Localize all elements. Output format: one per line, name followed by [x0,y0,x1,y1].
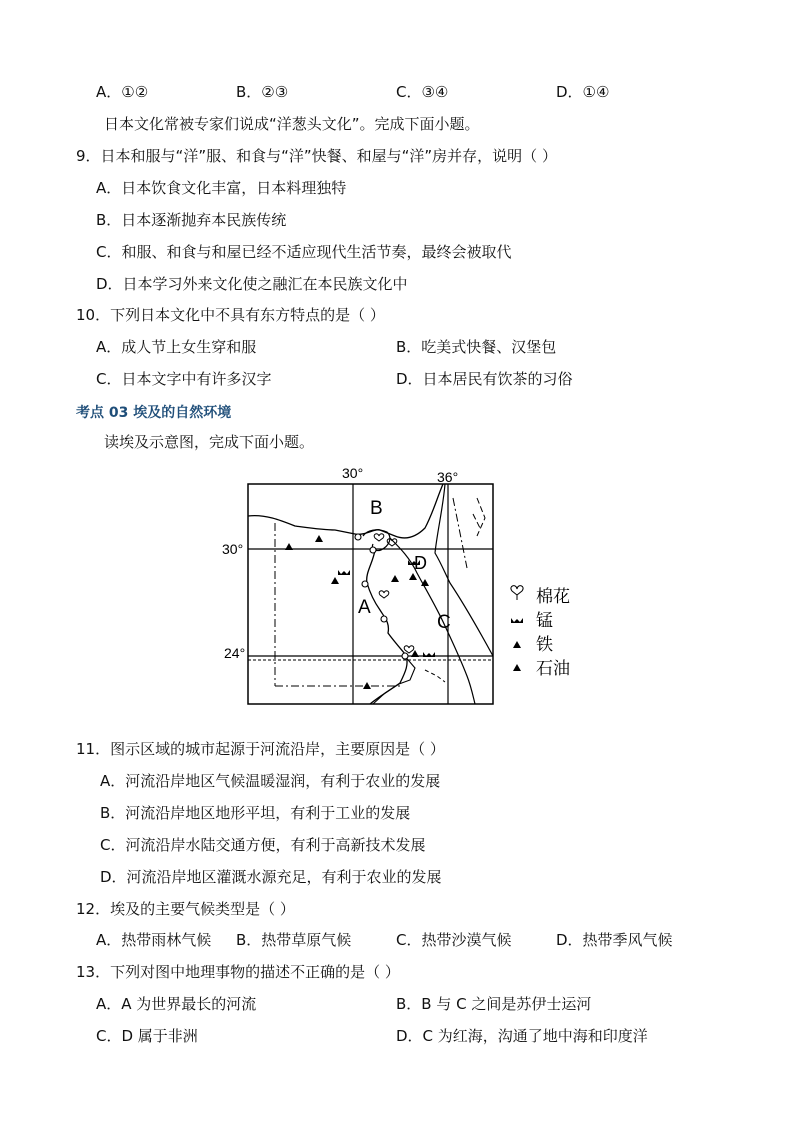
q9-option-c: C．和服、和食与和屋已经不适应现代生活节奏，最终会被取代 [96,243,512,261]
lon-36-label: 36° [437,469,459,485]
q9-option-a: A．日本饮食文化丰富，日本料理独特 [96,179,347,197]
q12-stem: 12．埃及的主要气候类型是（ ） [76,900,295,918]
label-c: C [437,612,451,633]
eastern-border [453,498,467,568]
legend-manganese: 锰 [536,611,553,631]
legend-cotton-icon [511,586,523,595]
legend-iron-icon [513,641,521,648]
q12-option-d: D．热带季风气候 [556,931,673,949]
map-legend [511,586,570,679]
q13-option-a: A．A 为世界最长的河流 [96,995,257,1013]
manganese-symbol [423,652,435,657]
city-luxor [381,616,387,622]
q10-option-d: D．日本居民有饮茶的习俗 [396,370,573,388]
city-aswan [402,653,408,659]
mediterranean-coast [248,484,443,538]
q10-option-b: B．吃美式快餐、汉堡包 [396,338,557,356]
q12-option-c: C．热带沙漠气候 [396,931,512,949]
q13-option-b: B．B 与 C 之间是苏伊士运河 [396,995,592,1013]
city-alexandria [355,534,361,540]
legend-cotton: 棉花 [536,587,570,607]
oil-symbol [285,543,293,550]
legend-iron: 铁 [536,635,553,655]
q11-stem: 11．图示区域的城市起源于河流沿岸，主要原因是（ ） [76,740,445,758]
option-c: C．③④ [396,83,449,101]
south-dashes [425,670,445,682]
east-dashes [473,498,485,536]
intro-japan: 日本文化常被专家们说成“洋葱头文化”。完成下面小题。 [104,115,480,133]
city-cairo [370,547,376,553]
label-d: D [414,553,427,573]
nile-river [367,550,407,704]
q12-option-b: B．热带草原气候 [236,931,352,949]
q11-option-c: C．河流沿岸水陆交通方便，有利于高新技术发展 [100,836,426,854]
q10-stem: 10．下列日本文化中不具有东方特点的是（ ） [76,306,385,324]
intro-egypt: 读埃及示意图，完成下面小题。 [104,433,315,451]
q13-option-d: D．C 为红海，沟通了地中海和印度洋 [396,1027,648,1045]
q9-option-d: D．日本学习外来文化使之融汇在本民族文化中 [96,275,408,293]
lat-24-label: 24° [224,645,246,661]
q9-stem: 9．日本和服与“洋”服、和食与“洋”快餐、和屋与“洋”房并存，说明（ ） [76,147,557,165]
city-asyut [362,581,368,587]
q9-option-b: B．日本逐渐抛弃本民族传统 [96,211,287,229]
q11-option-a: A．河流沿岸地区气候温暖湿润，有利于农业的发展 [100,772,441,790]
q13-option-c: C．D 属于非洲 [96,1027,198,1045]
legend-oil-icon [513,664,521,671]
oil-symbol [315,535,323,542]
option-b: B．②③ [236,83,289,101]
cotton-symbol [404,646,414,653]
section-heading: 考点 03 埃及的自然环境 [76,405,232,421]
lon-30-label: 30° [342,465,364,481]
red-sea-west-coast [390,538,475,704]
option-a: A．①② [96,83,149,101]
q10-option-a: A．成人节上女生穿和服 [96,338,257,356]
cotton-marks [374,534,414,653]
legend-oil: 石油 [536,659,570,679]
lat-30-label: 30° [222,541,244,557]
egypt-map [205,458,595,708]
q10-option-c: C．日本文字中有许多汉字 [96,370,272,388]
iron-symbol [363,682,371,689]
legend-manganese-icon [511,618,523,623]
oil-symbol [409,573,417,580]
q13-stem: 13．下列对图中地理事物的描述不正确的是（ ） [76,963,400,981]
option-d: D．①④ [556,83,610,101]
label-a: A [358,597,371,618]
cotton-symbol [374,534,384,541]
q11-option-b: B．河流沿岸地区地形平坦，有利于工业的发展 [100,804,411,822]
q12-option-a: A．热带雨林气候 [96,931,212,949]
cotton-symbol [379,591,389,598]
iron-symbol [331,577,339,584]
oil-symbol [391,575,399,582]
q11-option-d: D．河流沿岸地区灌溉水源充足，有利于农业的发展 [100,868,442,886]
manganese-symbol [338,570,350,575]
label-b: B [370,498,383,519]
